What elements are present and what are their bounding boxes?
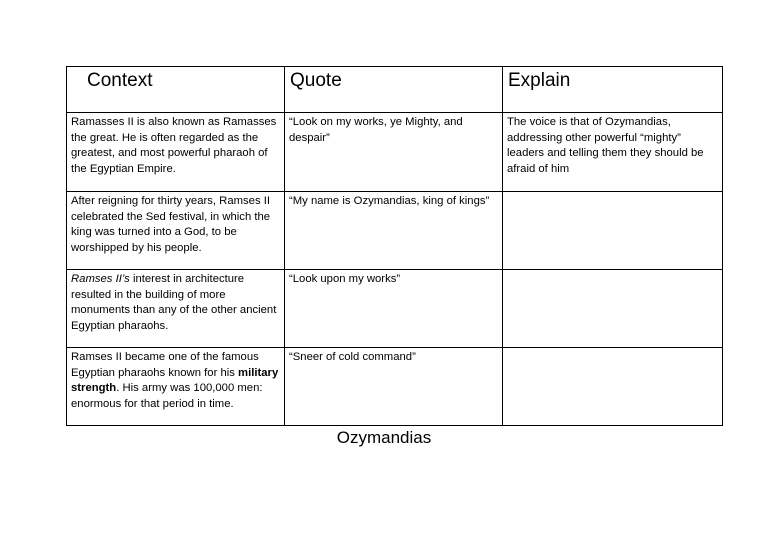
worksheet bbox=[66, 66, 722, 426]
context-bold: military strength bbox=[71, 366, 279, 395]
table-row bbox=[67, 192, 723, 270]
page-caption: Ozymandias bbox=[336, 428, 432, 447]
context-text: interest in architecture resulted in the building of more monuments than any of the other ancient Egyptian pharaohs. bbox=[71, 273, 277, 332]
table-header-row bbox=[67, 67, 723, 113]
quote-cell: “Look on my works, ye Mighty, and despair” bbox=[285, 113, 503, 192]
table-row bbox=[67, 348, 723, 426]
explain-cell bbox=[503, 192, 723, 270]
context-italic: Ramses II’s bbox=[71, 273, 130, 285]
context-cell: Ramasses II is also known as Ramasses the great. He is often regarded as the greatest, and most powerful pharaoh of the Egyptian Empire. bbox=[67, 113, 285, 192]
context-text: Ramses II became one of the famous Egyptian pharaohs known for his bbox=[71, 351, 259, 379]
table-row bbox=[67, 113, 723, 192]
analysis-table bbox=[66, 66, 723, 426]
quote-cell: “Look upon my works” bbox=[285, 270, 503, 348]
header-context: Context bbox=[67, 67, 285, 113]
quote-cell: “Sneer of cold command” bbox=[285, 348, 503, 426]
explain-cell: The voice is that of Ozymandias, addressing other powerful “mighty” leaders and telling them they should be afraid of him bbox=[503, 113, 723, 192]
header-quote: Quote bbox=[285, 67, 503, 113]
context-cell bbox=[67, 348, 285, 426]
explain-cell bbox=[503, 270, 723, 348]
header-explain: Explain bbox=[503, 67, 723, 113]
context-text: . His army was 100,000 men: enormous for that period in time. bbox=[71, 382, 263, 410]
table-row bbox=[67, 270, 723, 348]
explain-cell bbox=[503, 348, 723, 426]
context-cell bbox=[67, 270, 285, 348]
quote-cell: “My name is Ozymandias, king of kings” bbox=[285, 192, 503, 270]
context-cell: After reigning for thirty years, Ramses II celebrated the Sed festival, in which the king was turned into a God, to be worshipped by his people. bbox=[67, 192, 285, 270]
